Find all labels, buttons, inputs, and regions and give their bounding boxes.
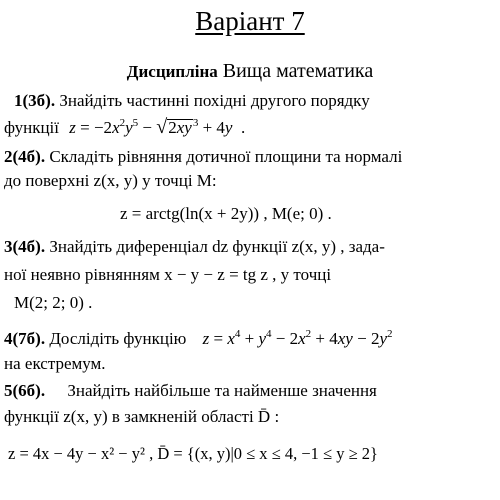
- discipline-name: Вища математика: [222, 60, 374, 82]
- task-3-number: 3(4б).: [4, 237, 46, 256]
- task-2-formula: z = arctg(ln(x + 2y)) , M(e; 0) .: [120, 204, 332, 223]
- task-3-line-2: ної неявно рівнянням x − y − z = tg z , у точці: [4, 265, 332, 284]
- task-4-line-2: на екстремум.: [4, 354, 106, 373]
- task-2-text: Складіть рівняння дотичної площини та нормалі: [49, 147, 403, 166]
- task-2-line-2: [4, 170, 217, 192]
- task-5-text: Знайдіть найбільше та найменше значення: [67, 381, 377, 400]
- task-4-number: 4(7б).: [4, 329, 46, 348]
- task-5-formula: z = 4x − 4y − x² − y² , D̄ = {(x, y)|0 ≤ x ≤ 4, −1 ≤ y ≥ 2}: [8, 444, 378, 463]
- task-5-line-2: функції z(x, y) в замкненій області D̄ :: [4, 407, 280, 426]
- task-1-line-2: [4, 116, 245, 139]
- variant-title: Варіант 7: [195, 6, 305, 36]
- discipline-label: Дисципліна: [126, 62, 218, 81]
- task-3-text: Знайдіть диференціал dz функції z(x, y) , зада-: [49, 237, 385, 256]
- discipline-line: [0, 60, 500, 83]
- task-5-line-1: [4, 380, 377, 402]
- task-5-number: 5(6б).: [4, 381, 46, 400]
- task-3-line-1: [4, 236, 385, 258]
- task-1-number: 1(3б).: [14, 91, 56, 110]
- task-4-line-1: [4, 328, 393, 350]
- task-2-text-2: до поверхні z(x, y) у точці M:: [4, 171, 217, 190]
- task-4-text: Дослідіть функцію: [49, 329, 187, 348]
- task-1-formula: $z = -2x^2y^5 - √2xy^3 + 4y$ .: [69, 116, 246, 138]
- task-3-line-3: M(2; 2; 0) .: [14, 293, 93, 312]
- task-2-number: 2(4б).: [4, 147, 46, 166]
- task-4-formula: $z = x^4 + y^4 - 2x^2 + 4xy - 2y^2$: [202, 328, 393, 348]
- task-1-text-2: функції: [4, 118, 59, 137]
- task-2-line-1: [4, 146, 402, 168]
- task-1-text: Знайдіть частинні похідні другого порядку: [59, 91, 370, 110]
- task-1-line-1: [14, 90, 370, 112]
